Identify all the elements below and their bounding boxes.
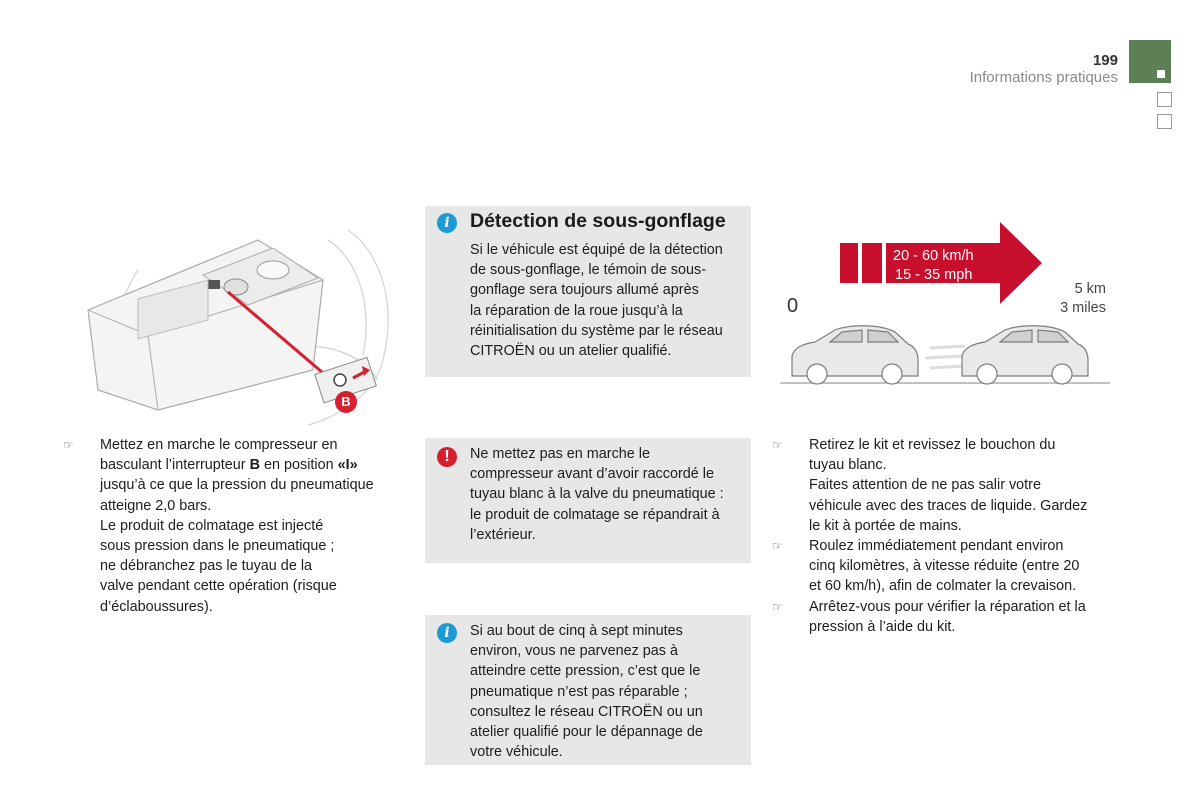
text-line: Arrêtez-vous pour vérifier la réparation et la	[809, 598, 1086, 615]
text-line: valve pendant cette opération (risque	[100, 578, 337, 595]
warning-text	[470, 444, 750, 545]
callout-b-badge: B	[335, 391, 357, 413]
text-line: pneumatique n’est pas réparable ;	[470, 683, 688, 700]
right-instructions	[772, 435, 1117, 637]
text-line: Si au bout de cinq à sept minutes	[470, 623, 683, 639]
info-icon: i	[437, 213, 457, 233]
text-line: le produit de colmatage se répandrait à	[470, 506, 720, 523]
section-tab	[1157, 92, 1172, 107]
section-title: Informations pratiques	[969, 69, 1118, 86]
info-icon: i	[437, 623, 457, 643]
distance-miles-label: 3 miles	[1060, 300, 1106, 316]
text-line: sous pression dans le pneumatique ;	[100, 538, 335, 555]
text-line: CITROËN ou un atelier qualifié.	[470, 343, 672, 360]
text-line: atteindre cette pression, c’est que le	[470, 663, 701, 680]
left-instructions	[63, 435, 408, 617]
text-line: Retirez le kit et revissez le bouchon du	[809, 437, 1056, 453]
text-line: gonflage sera toujours allumé après	[470, 282, 699, 299]
text-line: ne débranchez pas le tuyau de la	[100, 558, 313, 575]
text-line: Ne mettez pas en marche le	[470, 446, 650, 462]
text-line: consultez le réseau CITROËN ou un	[470, 703, 703, 720]
text-line: le kit à portée de mains.	[809, 517, 962, 534]
list-item	[63, 435, 408, 617]
text-line: de sous-gonflage, le témoin de sous-	[470, 262, 706, 279]
tab-marker-icon	[1157, 70, 1165, 78]
text-line: atelier qualifié pour le dépannage de	[470, 724, 703, 741]
speed-mph-label: 15 - 35 mph	[895, 267, 973, 283]
speed-arrow-segment	[840, 243, 858, 283]
info-panel-text	[470, 621, 750, 762]
text-line: pression à l’aide du kit.	[809, 618, 956, 635]
text-line: basculant l’interrupteur B en position «I»	[100, 457, 358, 474]
text-line: Roulez immédiatement pendant environ	[809, 538, 1064, 555]
panel-title: Détection de sous-gonflage	[470, 210, 726, 232]
switch-label: B	[249, 457, 260, 474]
pointing-hand-icon: ☞	[772, 438, 783, 452]
info-panel-text	[470, 240, 750, 361]
section-tab-active	[1129, 40, 1171, 83]
text-line: atteigne 2,0 bars.	[100, 497, 212, 514]
text-line: Le produit de colmatage est injecté	[100, 517, 324, 534]
text-line: la réparation de la roue jusqu’à la	[470, 302, 683, 319]
pointing-hand-icon: ☞	[772, 599, 783, 614]
text-line: et 60 km/h), afin de colmater la crevaison.	[809, 578, 1077, 595]
text-line: tuyau blanc à la valve du pneumatique :	[470, 486, 724, 503]
warning-icon: !	[437, 447, 457, 467]
speed-arrow-segment	[862, 243, 882, 283]
page-number: 199	[1092, 52, 1118, 69]
distance-km-label: 5 km	[1074, 281, 1106, 297]
text-line: véhicule avec des traces de liquide. Gardez	[809, 497, 1088, 514]
list-item	[772, 536, 1117, 597]
text-line: cinq kilomètres, à vitesse réduite (entre 20	[809, 558, 1080, 575]
section-tab	[1157, 114, 1172, 129]
start-distance-label: 0	[787, 295, 799, 317]
text-line: tuyau blanc.	[809, 457, 887, 474]
list-item	[772, 597, 1117, 637]
speed-kmh-label: 20 - 60 km/h	[893, 248, 974, 264]
car-moving	[962, 326, 1088, 384]
text-line: compresseur avant d’avoir raccordé le	[470, 466, 714, 483]
text-line: jusqu’à ce que la pression du pneumatique	[100, 477, 374, 494]
position-label: «I»	[337, 457, 358, 474]
car-start	[792, 326, 918, 384]
text-line: Si le véhicule est équipé de la détection	[470, 242, 723, 258]
text-line: votre véhicule.	[470, 744, 563, 761]
text-line: l’extérieur.	[470, 526, 536, 543]
list-item	[772, 435, 1117, 536]
pointing-hand-icon: ☞	[63, 438, 74, 452]
text-line: réinitialisation du système par le réseau	[470, 322, 723, 339]
text-line: Faites attention de ne pas salir votre	[809, 477, 1041, 494]
pointing-hand-icon: ☞	[772, 539, 783, 554]
text-line: environ, vous ne parvenez pas à	[470, 643, 678, 660]
text-line: d’éclaboussures).	[100, 598, 213, 615]
text-line: Mettez en marche le compresseur en	[100, 437, 338, 453]
